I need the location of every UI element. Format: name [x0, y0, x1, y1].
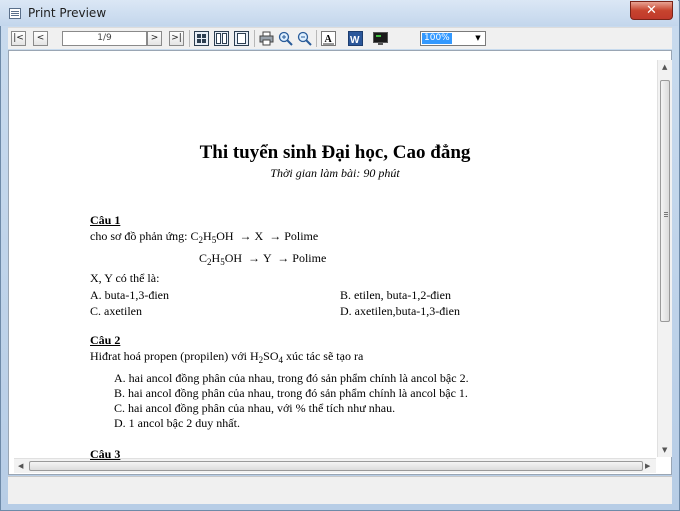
product-polime: Polime — [284, 229, 319, 243]
question-1-option-c: C. axetilen — [90, 304, 142, 318]
font-icon[interactable] — [321, 31, 336, 46]
monitor-icon[interactable] — [373, 31, 388, 46]
formula-so: SO — [263, 349, 279, 363]
product-x: X — [254, 229, 264, 243]
title-bar[interactable] — [0, 0, 678, 26]
first-page-button[interactable]: |< — [11, 31, 26, 46]
document-title: Thi tuyển sinh Đại học, Cao đẳng — [199, 142, 471, 163]
question-1-option-d: D. axetilen,buta-1,3-đien — [340, 304, 460, 318]
formula-c: C — [190, 229, 199, 243]
svg-text:W: W — [350, 35, 360, 46]
formula-oh: OH — [216, 229, 234, 243]
question-2-intro — [90, 349, 363, 364]
scroll-up-arrow-icon[interactable]: ▲ — [662, 63, 668, 71]
toolbar-separator — [189, 30, 190, 47]
question-3-heading: Câu 3 — [90, 447, 121, 461]
page-number-field[interactable]: 1/9 — [62, 31, 147, 46]
vertical-scrollbar[interactable] — [657, 60, 672, 457]
formula-subscript: 2 — [258, 355, 264, 365]
scroll-left-arrow-icon[interactable]: ◀ — [18, 462, 24, 470]
toolbar-separator — [316, 30, 317, 47]
status-bar — [8, 476, 672, 504]
question-2-intro-tail: xúc tác sẽ tạo ra — [285, 349, 364, 363]
toolbar-separator — [254, 30, 255, 47]
arrow-right-icon: → — [236, 229, 255, 243]
printer-icon[interactable] — [259, 31, 274, 46]
window-title: Print Preview — [28, 6, 107, 20]
question-2-option-d: D. 1 ancol bậc 2 duy nhất. — [114, 416, 240, 430]
question-2-option-c: C. hai ancol đồng phân của nhau, với % thể tích như nhau. — [114, 401, 396, 415]
previous-page-button[interactable]: < — [33, 31, 48, 46]
next-page-button[interactable]: > — [147, 31, 162, 46]
chevron-down-icon[interactable]: ▼ — [475, 34, 481, 42]
formula-oh: OH — [224, 251, 243, 265]
formula-c: C — [199, 251, 208, 265]
two-page-view-icon[interactable] — [214, 31, 229, 46]
toolbar — [8, 27, 672, 49]
print-preview-app-icon — [9, 8, 21, 19]
product-y: Y — [263, 251, 272, 265]
question-1-option-b: B. etilen, buta-1,2-đien — [340, 288, 451, 302]
close-button[interactable]: ✕ — [630, 1, 673, 20]
question-2-heading: Câu 2 — [90, 333, 121, 347]
scroll-right-arrow-icon[interactable]: ▶ — [645, 462, 651, 470]
question-1-option-a: A. buta-1,3-đien — [90, 288, 169, 302]
horizontal-scroll-thumb[interactable] — [29, 461, 643, 471]
question-2-option-b: B. hai ancol đồng phân của nhau, trong đó sản phẩm chính là ancol bậc 1. — [114, 386, 468, 400]
zoom-value: 100% — [424, 33, 450, 43]
question-1-prompt: X, Y có thể là: — [90, 271, 160, 285]
arrow-right-icon: → — [245, 251, 264, 265]
question-2-intro-text: Hiđrat hoá propen (propilen) với H — [90, 349, 259, 363]
formula-subscript: 2 — [207, 257, 212, 267]
question-1-heading: Câu 1 — [90, 213, 121, 227]
formula-h: H — [203, 229, 212, 243]
last-page-button[interactable]: >| — [169, 31, 184, 46]
one-page-view-icon[interactable] — [194, 31, 209, 46]
arrow-right-icon: → — [266, 229, 285, 243]
zoom-out-icon[interactable] — [297, 31, 312, 46]
document-subtitle: Thời gian làm bài: 90 phút — [270, 166, 400, 180]
grip-icon — [664, 212, 668, 213]
question-1-reaction-1 — [90, 229, 318, 244]
vertical-scroll-thumb[interactable] — [660, 80, 670, 322]
word-export-icon[interactable] — [348, 31, 363, 46]
arrow-right-icon: → — [274, 251, 293, 265]
question-1-reaction-2 — [199, 251, 326, 266]
formula-subscript: 5 — [220, 257, 225, 267]
zoom-in-icon[interactable] — [278, 31, 293, 46]
question-1-intro: cho sơ đồ phản ứng: — [90, 229, 188, 243]
zoom-dropdown[interactable] — [420, 31, 486, 46]
formula-subscript: 2 — [198, 235, 204, 245]
question-2-option-a: A. hai ancol đồng phân của nhau, trong đó sản phẩm chính là ancol bậc 2. — [114, 371, 469, 385]
product-polime: Polime — [292, 251, 327, 265]
formula-subscript: 5 — [211, 235, 217, 245]
svg-text:A: A — [324, 34, 332, 45]
formula-subscript: 4 — [278, 355, 283, 365]
scroll-down-arrow-icon[interactable]: ▼ — [662, 446, 668, 454]
page-width-view-icon[interactable] — [234, 31, 249, 46]
formula-h: H — [211, 251, 221, 265]
